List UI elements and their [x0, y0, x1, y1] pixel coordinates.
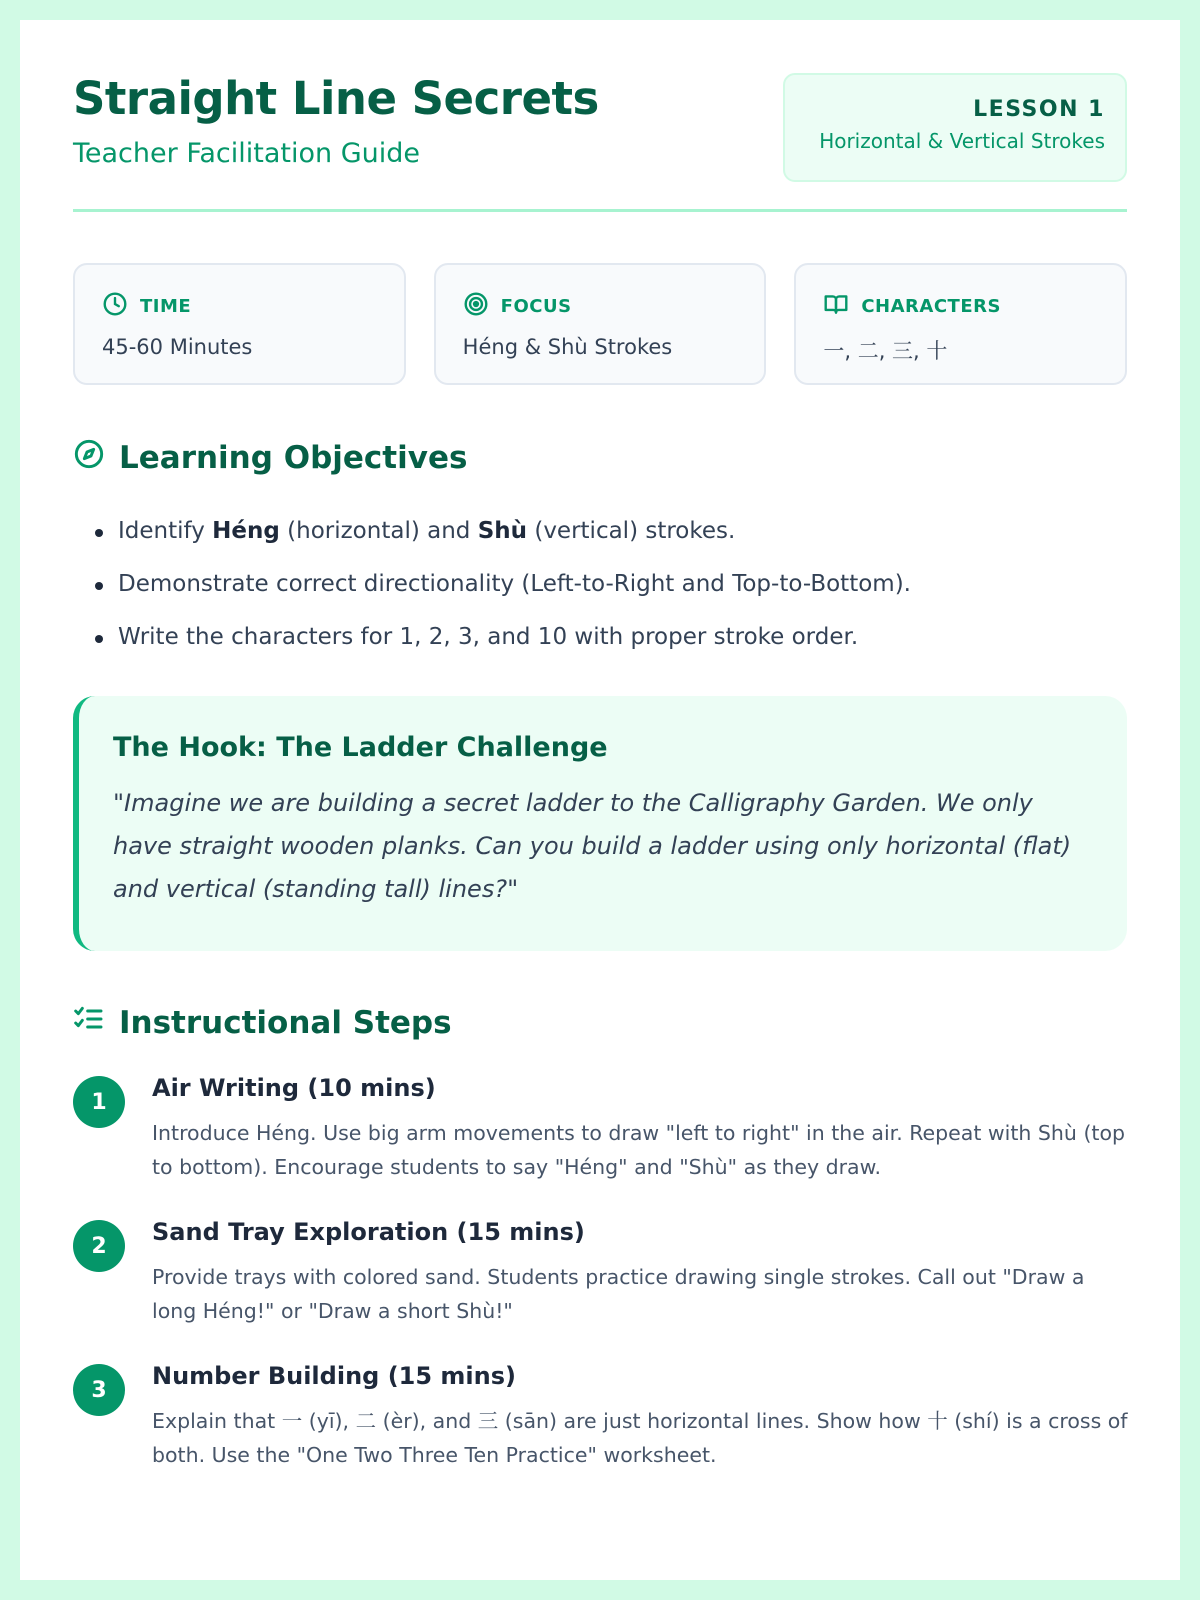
objectives-title: Learning Objectives [119, 440, 468, 476]
hook-callout [73, 696, 1127, 951]
list-item: Demonstrate correct directionality (Left-to-Right and Top-to-Bottom). [118, 558, 1118, 611]
lesson-number: LESSON 1 [973, 97, 1105, 122]
step-title: Sand Tray Exploration (15 mins) [152, 1218, 585, 1246]
steps-title: Instructional Steps [119, 1005, 452, 1041]
page-title: Straight Line Secrets [73, 72, 599, 125]
compass-icon [73, 438, 105, 478]
page-subtitle: Teacher Facilitation Guide [73, 138, 420, 169]
step-number: 3 [73, 1364, 125, 1416]
steps-heading [73, 1003, 452, 1043]
step-item [73, 1074, 1133, 1184]
focus-value: Héng & Shù Strokes [462, 335, 673, 359]
lesson-badge [783, 73, 1127, 182]
hook-title: The Hook: The Ladder Challenge [113, 732, 608, 763]
lesson-topic: Horizontal & Vertical Strokes [819, 129, 1105, 153]
step-number: 1 [73, 1076, 125, 1128]
characters-label: CHARACTERS [861, 295, 1001, 317]
step-item [73, 1218, 1133, 1328]
step-item [73, 1362, 1133, 1472]
hook-text: "Imagine we are building a secret ladder to the Calligraphy Garden. We only have straight wooden planks. Can you build a ladder using only horizontal (flat) and vertical (standing tall) lines?" [113, 789, 1072, 903]
step-description: Introduce Héng. Use big arm movements to draw "left to right" in the air. Repeat with Shù (top to bottom). Encourage students to say "Héng" and "Shù" as they draw. [152, 1121, 1126, 1179]
list-item: Identify Héng (horizontal) and Shù (vertical) strokes. [118, 505, 1118, 558]
focus-label: FOCUS [500, 295, 572, 317]
step-title: Number Building (15 mins) [152, 1362, 516, 1390]
list-item: Write the characters for 1, 2, 3, and 10 with proper stroke order. [118, 611, 1118, 664]
time-card [73, 263, 406, 385]
book-icon [823, 291, 849, 321]
clock-icon [102, 291, 128, 321]
info-cards [73, 263, 1127, 385]
time-value: 45-60 Minutes [102, 335, 253, 359]
page-header [73, 20, 1127, 212]
characters-card [794, 263, 1127, 385]
checklist-icon [73, 1003, 105, 1043]
step-title: Air Writing (10 mins) [152, 1074, 436, 1102]
target-icon [463, 291, 489, 321]
objectives-list [118, 505, 1118, 664]
focus-card [434, 263, 767, 385]
step-description: Explain that 一 (yī), 二 (èr), and 三 (sān) are just horizontal lines. Show how 十 (shí) is a cross of both. Use the "One Two Three Ten Practice" worksheet. [152, 1409, 1128, 1467]
characters-value: 一, 二, 三, 十 [823, 339, 948, 363]
step-number: 2 [73, 1220, 125, 1272]
objectives-heading [73, 438, 467, 478]
step-description: Provide trays with colored sand. Students practice drawing single strokes. Call out "Draw a long Héng!" or "Draw a short Shù!" [152, 1265, 1085, 1323]
time-label: TIME [140, 295, 192, 317]
